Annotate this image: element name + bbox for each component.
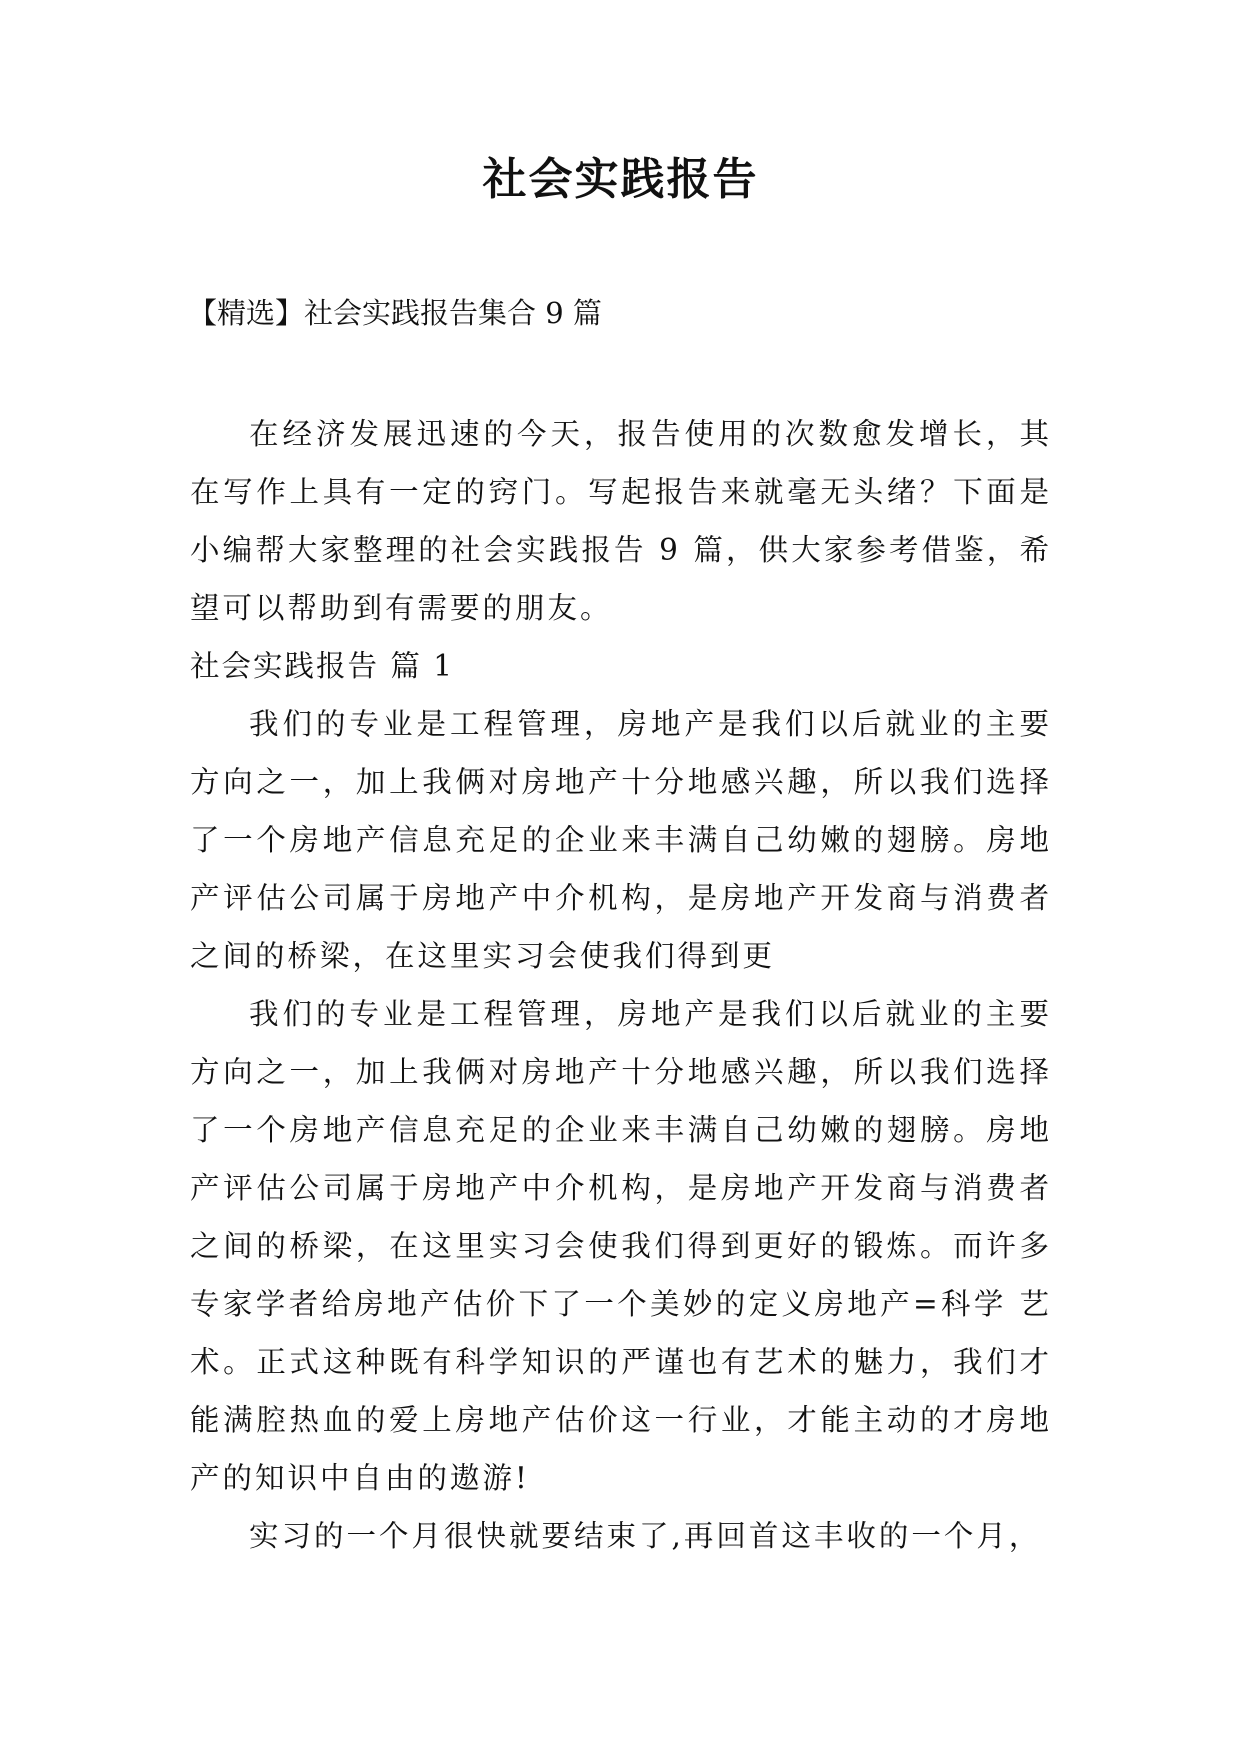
- document-title: 社会实践报告: [482, 154, 759, 205]
- section-heading: 社会实践报告 篇 1: [190, 649, 455, 683]
- intro-paragraph: 在经济发展迅速的今天，报告使用的次数愈发增长，其在写作上具有一定的窍门。写起报告来就毫无头绪？下面是小编帮大家整理的社会实践报告 9 篇，供大家参考借鉴，希望可以帮助到有需要的朋友。: [190, 417, 1052, 625]
- document-body: [190, 405, 1052, 1565]
- document-subtitle: 【精选】社会实践报告集合 9 篇: [188, 296, 602, 330]
- body-paragraph: 我们的专业是工程管理，房地产是我们以后就业的主要方向之一，加上我俩对房地产十分地感兴趣，所以我们选择了一个房地产信息充足的企业来丰满自己幼嫩的翅膀。房地产评估公司属于房地产中介机构，是房地产开发商与消费者之间的桥梁，在这里实习会使我们得到更好的锻炼。而许多专家学者给房地产估价下了一个美妙的定义房地产=科学 艺术。正式这种既有科学知识的严谨也有艺术的魅力，我们才能满腔热血的爱上房地产估价这一行业，才能主动的才房地产的知识中自由的遨游!: [190, 997, 1052, 1495]
- body-paragraph: 实习的一个月很快就要结束了,再回首这丰收的一个月，: [249, 1519, 1042, 1553]
- body-paragraph: 我们的专业是工程管理，房地产是我们以后就业的主要方向之一，加上我俩对房地产十分地感兴趣，所以我们选择了一个房地产信息充足的企业来丰满自己幼嫩的翅膀。房地产评估公司属于房地产中介机构，是房地产开发商与消费者之间的桥梁，在这里实习会使我们得到更: [190, 707, 1052, 973]
